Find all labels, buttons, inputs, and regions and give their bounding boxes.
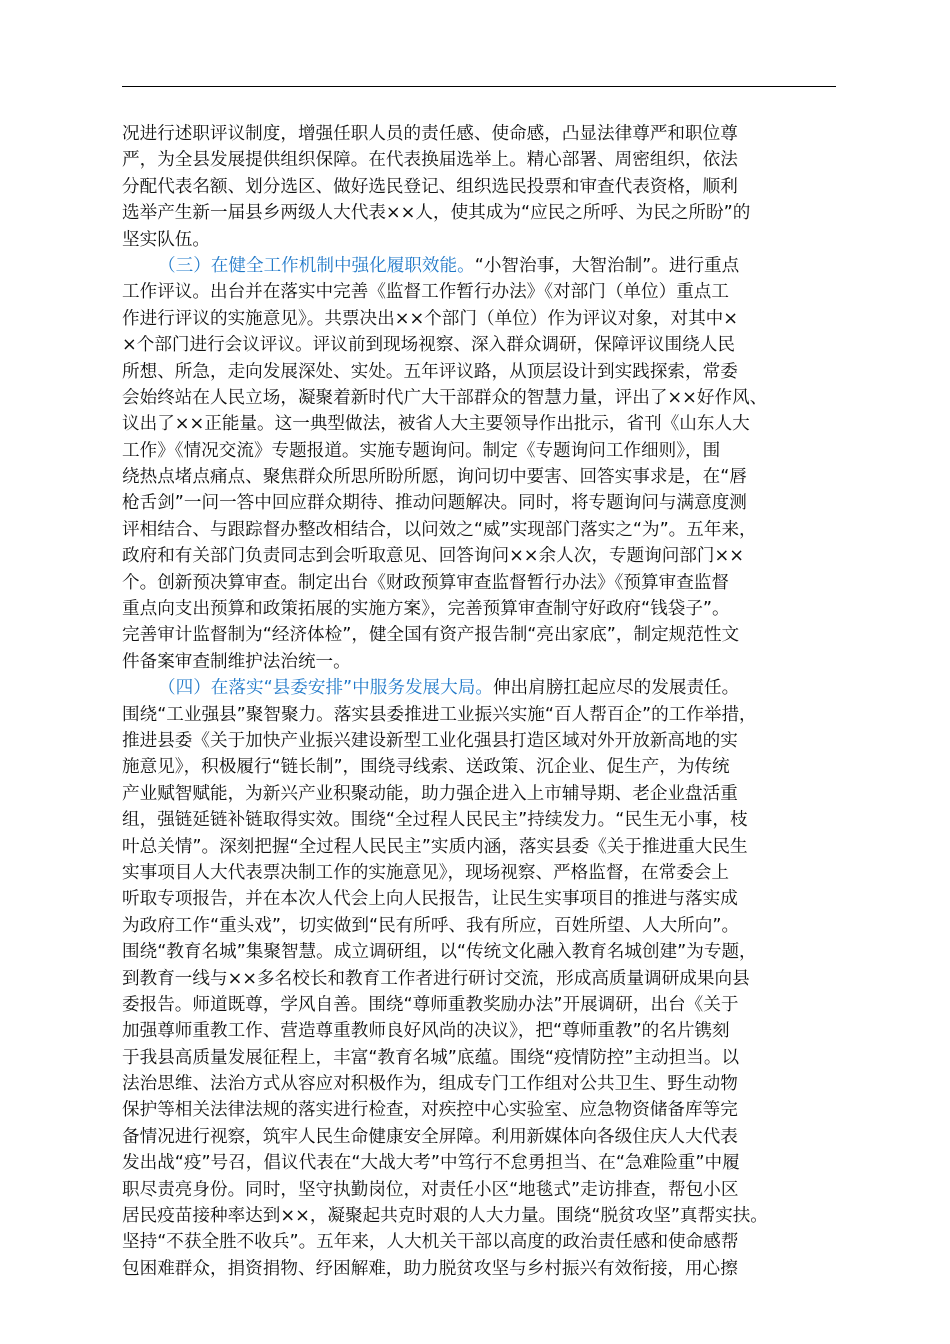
text-line: 为政府工作“重头戏”，切实做到“民有所呼、我有所应，百姓所望、人大所向”。 [122,915,740,936]
section-4-intro: 伸出肩膀扛起应尽的发展责任。 [492,678,740,699]
text-line: 围绕“教育名城”集聚智慧。成立调研组，以“传统文化融入教育名城创建”为专题， [122,942,757,963]
body-text [122,121,842,1309]
text-line: 选举产生新一届县乡两级人大代表××人，使其成为“应民之所呼、为民之所盼”的 [122,203,751,224]
header-rule [122,86,836,87]
text-line: 实事项目人大代表票决制工作的实施意见》，现场视察、严格监督，在常委会上 [122,862,729,883]
text-line: 备情况进行视察，筑牢人民生命健康安全屏障。利用新媒体向各级住庆人大代表 [122,1126,738,1147]
text-line: 于我县高质量发展征程上，丰富“教育名城”底蕴。围绕“疫情防控”主动担当。以 [122,1047,740,1068]
text-line: 议出了××正能量。这一典型做法，被省人大主要领导作出批示，省刊《山东人大 [122,414,750,435]
text-line: 推进县委《关于加快产业振兴建设新型工业化强县打造区域对外开放新高地的实 [122,730,738,751]
text-line: 加强尊师重教工作、营造尊重教师良好风尚的决议》，把“尊师重教”的名片镌刻 [122,1021,730,1042]
text-line: 居民疫苗接种率达到××，凝聚起共克时艰的人大力量。围绕“脱贫攻坚”真帮实扶。 [122,1206,768,1227]
section-heading-4: （四）在落实“县委安排”中服务发展大局。 [158,678,493,699]
text-line: ×个部门进行会议评议。评议前到现场视察、深入群众调研，保障评议围绕人民 [122,335,735,356]
text-line [122,1282,842,1308]
section-3-intro: “小智治事，大智治制”。进行重点 [474,255,740,276]
text-line: 发出战“疫”号召，倡议代表在“大战大考”中笃行不怠勇担当、在“急难险重”中履 [122,1153,740,1174]
text-line: 个。创新预决算审查。制定出台《财政预算审查监督暂行办法》《预算审查监督 [122,572,729,593]
text-line: 法治思维、法治方式从容应对积极作为，组成专门工作组对公共卫生、野生动物 [122,1074,738,1095]
text-line: 重点向支出预算和政策拓展的实施方案》，完善预算审查制守好政府“钱袋子”。 [122,599,730,620]
text-line: 评相结合、与跟踪督办整改相结合，以问效之“威”实现部门落实之“为”。五年来， [122,519,757,540]
section-3-first-line [122,253,842,279]
text-line: 施意见》，积极履行“链长制”，围绕寻线索、送政策、沉企业、促生产，为传统 [122,757,730,778]
text-line: 坚持“不获全胜不收兵”。五年来，人大机关干部以高度的政治责任感和使命感帮 [122,1232,739,1253]
text-line: 绕热点堵点痛点、聚焦群众所思所盼所愿，询问切中要害、回答实事求是，在“唇 [122,467,747,488]
text-line: 组，强链延链补链取得实效。围绕“全过程人民民主”持续发力。“民生无小事，枝 [122,810,748,831]
text-line: 工作》《情况交流》专题报道。实施专题询问。制定《专题询问工作细则》，围 [122,440,721,461]
text-line: 保护等相关法律法规的落实进行检查，对疾控中心实验室、应急物资储备库等完 [122,1100,738,1121]
text-line: 委报告。师道既尊，学风自善。围绕“尊师重教奖励办法”开展调研，出台《关于 [122,994,739,1015]
text-line: 会始终站在人民立场，凝聚着新时代广大干部群众的智慧力量，评出了××好作风、 [122,387,768,408]
text-line: 完善审计监督制为“经济体检”，健全国有资产报告制“亮出家底”，制定规范性文 [122,625,740,646]
section-heading-3: （三）在健全工作机制中强化履职效能。 [158,255,475,276]
text-line: 围绕“工业强县”聚智聚力。落实县委推进工业振兴实施“百人帮百企”的工作举措， [122,704,757,725]
text-line: 分配代表名额、划分选区、做好选民登记、组织选民投票和审查代表资格，顺利 [122,176,738,197]
text-line: 到教育一线与××多名校长和教育工作者进行研讨交流，形成高质量调研成果向县 [122,968,750,989]
text-line: 作进行评议的实施意见》。共票决出××个部门（单位）作为评议对象，对其中× [122,308,739,329]
text-line: 件备案审查制维护法治统一。 [122,651,351,672]
section-4-first-line [122,675,842,701]
text-line: 严，为全县发展提供组织保障。在代表换届选举上。精心部署、周密组织，依法 [122,150,738,171]
text-line: 职尽责亮身份。同时，坚守执勤岗位，对责任小区“地毯式”走访排查，帮包小区 [122,1179,739,1200]
text-line: 包困难群众，捐资捐物、纾困解难，助力脱贫攻坚与乡村振兴有效衔接，用心擦 [122,1258,738,1279]
text-line: 听取专项报告，并在本次人代会上向人民报告，让民生实事项目的推进与落实成 [122,889,738,910]
text-line: 枪舌剑”一问一答中回应群众期待、推动问题解决。同时，将专题询问与满意度测 [122,493,747,514]
text-line: 所想、所急，走向发展深处、实处。五年评议路，从顶层设计到实践探索，常委 [122,361,738,382]
text-line: 坚实队伍。 [122,229,210,250]
text-line: 产业赋智赋能，为新兴产业积聚动能，助力强企进入上市辅导期、老企业盘活重 [122,783,738,804]
text-line: 况进行述职评议制度，增强任职人员的责任感、使命感，凸显法律尊严和职位尊 [122,124,738,144]
text-line: 政府和有关部门负责同志到会听取意见、回答询问××余人次，专题询问部门×× [122,546,744,567]
text-line: 叶总关情”。深刻把握“全过程人民民主”实质内涵，落实县委《关于推进重大民生 [122,836,748,857]
text-line: 工作评议。出台并在落实中完善《监督工作暂行办法》《对部门（单位）重点工 [122,282,729,303]
